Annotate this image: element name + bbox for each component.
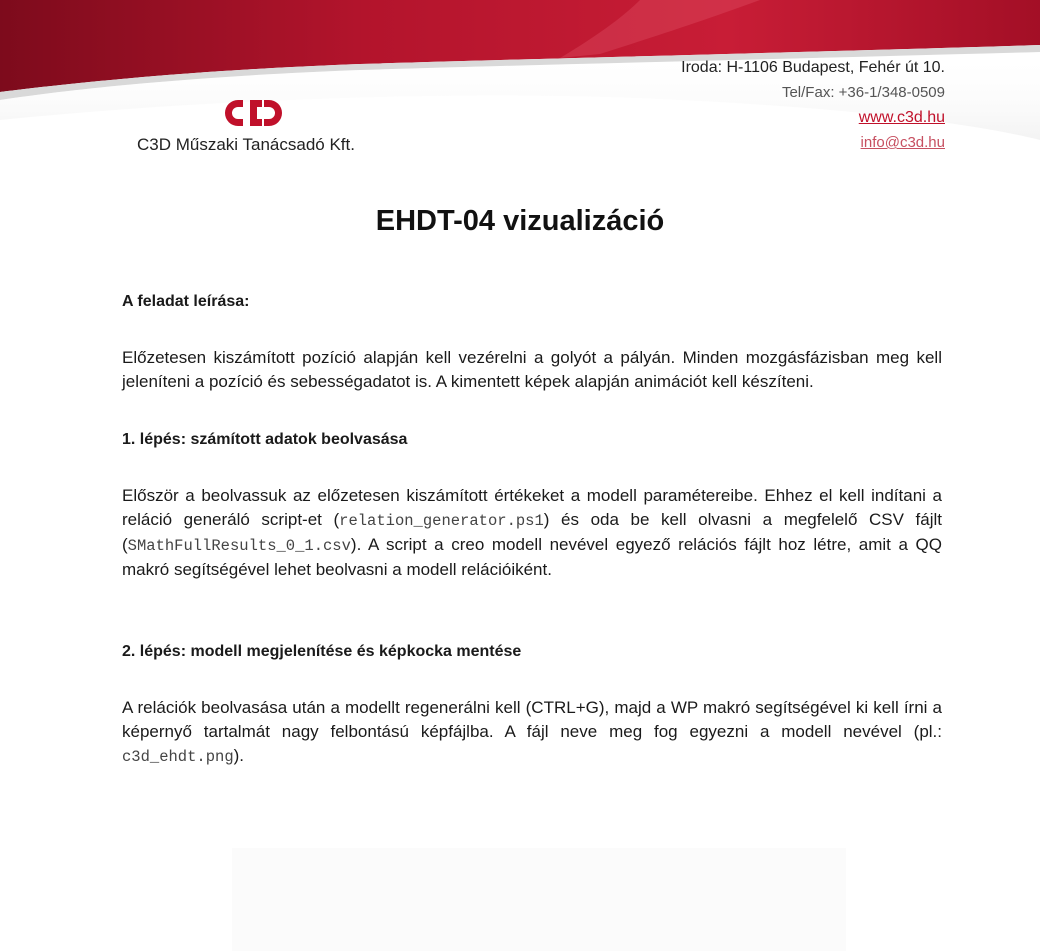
- document-body: [122, 290, 942, 769]
- website-link[interactable]: www.c3d.hu: [858, 109, 945, 126]
- company-logo: [222, 98, 290, 128]
- step1-code-csv: SMathFullResults_0_1.csv: [127, 537, 351, 555]
- step1-code-script: relation_generator.ps1: [339, 512, 544, 530]
- step2-code-filename: c3d_ehdt.png: [122, 748, 234, 766]
- company-name: C3D Műszaki Tanácsadó Kft.: [137, 135, 355, 154]
- task-paragraph: Előzetesen kiszámított pozíció alapján kell vezérelni a golyót a pályán. Minden mozgásfázisban meg kell jeleníteni a pozíció és sebességadatot is. A kimentett képek alapján animációt kell készíteni.: [122, 348, 942, 391]
- step1-text-a: Először a beolvassuk az előzetesen kiszámított értékeket a modell paramétereibe. Ehhez el kell indítani a reláció generáló script-et (: [122, 486, 942, 529]
- step1-text-c: ). A script a creo modell nevével egyező relációs fájlt hoz létre, amit a QQ makró segítségével lehet beolvasni a modell relációiként.: [122, 535, 942, 579]
- step1-text-b: ) és oda be kell olvasni a megfelelő CSV fájlt (: [122, 510, 942, 554]
- document-title: EHDT-04 vizualizáció: [375, 205, 665, 237]
- step2-text-a: A relációk beolvasása után a modellt regenerálni kell (CTRL+G), majd a WP makró segítségével ki kell írni a képernyő tartalmát nagy felbontású képfájlba. A fájl neve meg fog egyezni a modell nevével (pl.:: [122, 698, 942, 741]
- figure-placeholder: [232, 848, 846, 951]
- step2-heading: 2. lépés: modell megjelenítése és képkocka mentése: [122, 643, 522, 660]
- step2-paragraph: [122, 696, 942, 769]
- office-address: Iroda: H-1106 Budapest, Fehér út 10.: [681, 59, 945, 76]
- contact-block: [681, 55, 945, 155]
- step1-heading: 1. lépés: számított adatok beolvasása: [122, 431, 408, 448]
- task-heading: A feladat leírása:: [122, 293, 250, 310]
- tel-fax: Tel/Fax: +36-1/348-0509: [781, 84, 945, 101]
- step1-paragraph: [122, 484, 942, 582]
- step2-text-b: ).: [233, 746, 245, 765]
- email-link[interactable]: info@c3d.hu: [860, 134, 945, 151]
